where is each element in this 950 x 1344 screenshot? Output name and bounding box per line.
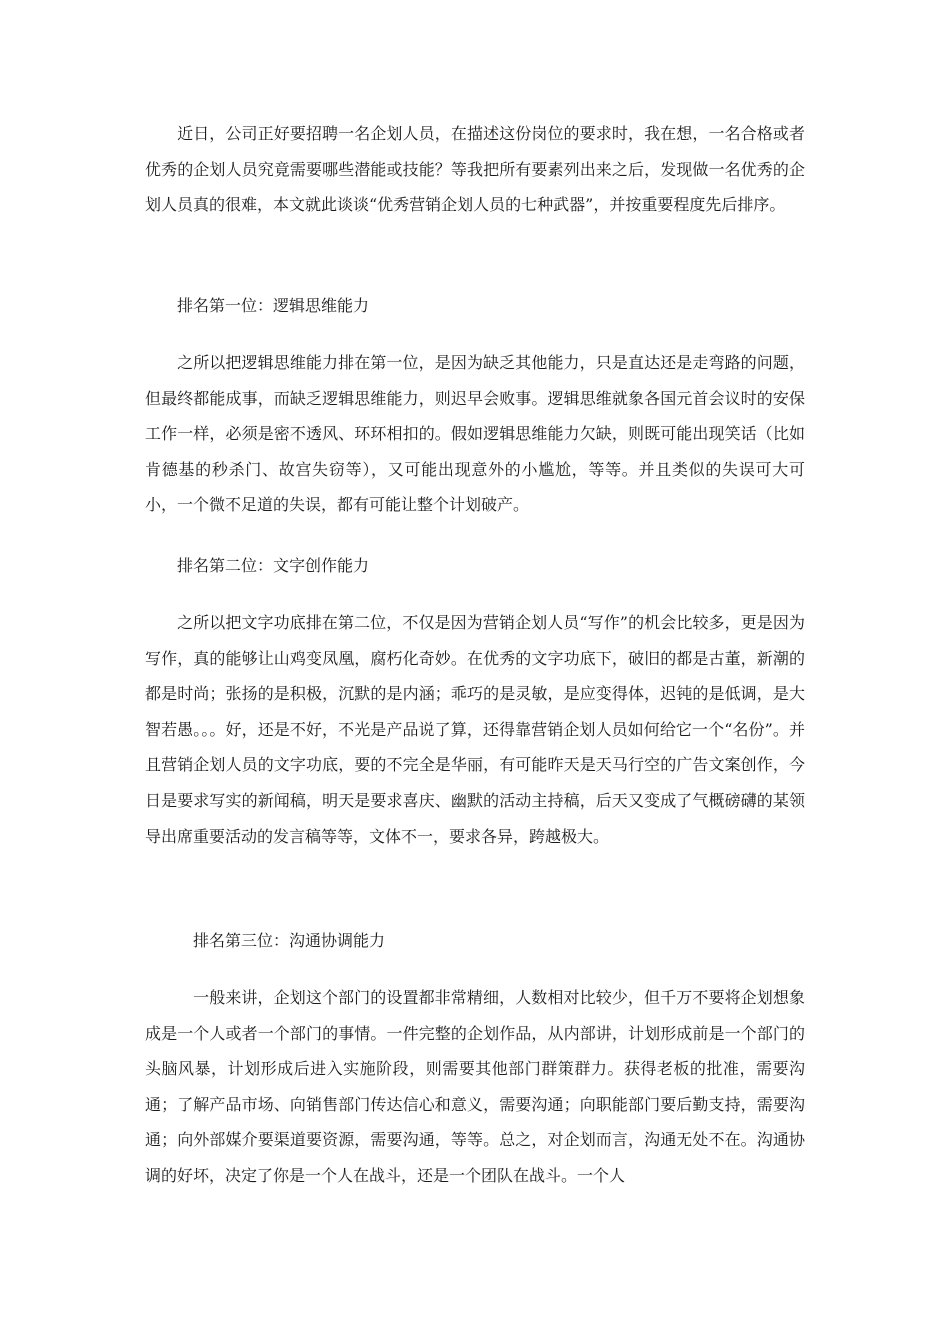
rank1-paragraph bbox=[145, 345, 805, 523]
rank1-text: 之所以把逻辑思维能力排在第一位，是因为缺乏其他能力，只是直达还是走弯路的问题，但最终都能成事，而缺乏逻辑思维能力，则迟早会败事。逻辑思维就象各国元首会议时的安保工作一样，必须是密不透风、环环相扣的。假如逻辑思维能力欠缺，则既可能出现笑话（比如肯德基的秒杀门、故宫失窃等），又可能出现意外的小尴尬，等等。并且类似的失误可大可小，一个微不足道的失误，都有可能让整个计划破产。 bbox=[145, 353, 805, 515]
rank3-heading: 排名第三位：沟通协调能力 bbox=[193, 931, 386, 950]
intro-paragraph bbox=[145, 116, 805, 223]
rank2-text: 之所以把文字功底排在第二位，不仅是因为营销企划人员“写作”的机会比较多，更是因为写作，真的能够让山鸡变凤凰，腐朽化奇妙。在优秀的文字功底下，破旧的都是古董，新潮的都是时尚；张扬的是积极，沉默的是内涵；乖巧的是灵敏，是应变得体，迟钝的是低调，是大智若愚。。。好，还是不好，不光是产品说了算，还得靠营销企划人员如何给它一个“名份”。并且营销企划人员的文字功底，要的不完全是华丽，有可能昨天是天马行空的广告文案创作，今日是要求写实的新闻稿，明天是要求喜庆、幽默的活动主持稿，后天又变成了气概磅礴的某领导出席重要活动的发言稿等等，文体不一，要求各异，跨越极大。 bbox=[145, 613, 805, 846]
rank1-heading: 排名第一位：逻辑思维能力 bbox=[177, 296, 370, 315]
rank2-heading: 排名第二位：文字创作能力 bbox=[177, 556, 370, 575]
rank2-paragraph bbox=[145, 605, 805, 854]
intro-text: 近日，公司正好要招聘一名企划人员，在描述这份岗位的要求时，我在想，一名合格或者优秀的企划人员究竟需要哪些潜能或技能？等我把所有要素列出来之后，发现做一名优秀的企划人员真的很难，本文就此谈谈“优秀营销企划人员的七种武器”，并按重要程度先后排序。 bbox=[145, 124, 805, 215]
rank3-paragraph bbox=[145, 980, 805, 1194]
rank3-text: 一般来讲，企划这个部门的设置都非常精细，人数相对比较少，但千万不要将企划想象成是一个人或者一个部门的事情。一件完整的企划作品，从内部讲，计划形成前是一个部门的头脑风暴，计划形成后进入实施阶段，则需要其他部门群策群力。获得老板的批准，需要沟通；了解产品市场、向销售部门传达信心和意义，需要沟通；向职能部门要后勤支持，需要沟通；向外部媒介要渠道要资源，需要沟通，等等。总之，对企划而言，沟通无处不在。沟通协调的好坏，决定了你是一个人在战斗，还是一个团队在战斗。一个人 bbox=[145, 988, 805, 1185]
